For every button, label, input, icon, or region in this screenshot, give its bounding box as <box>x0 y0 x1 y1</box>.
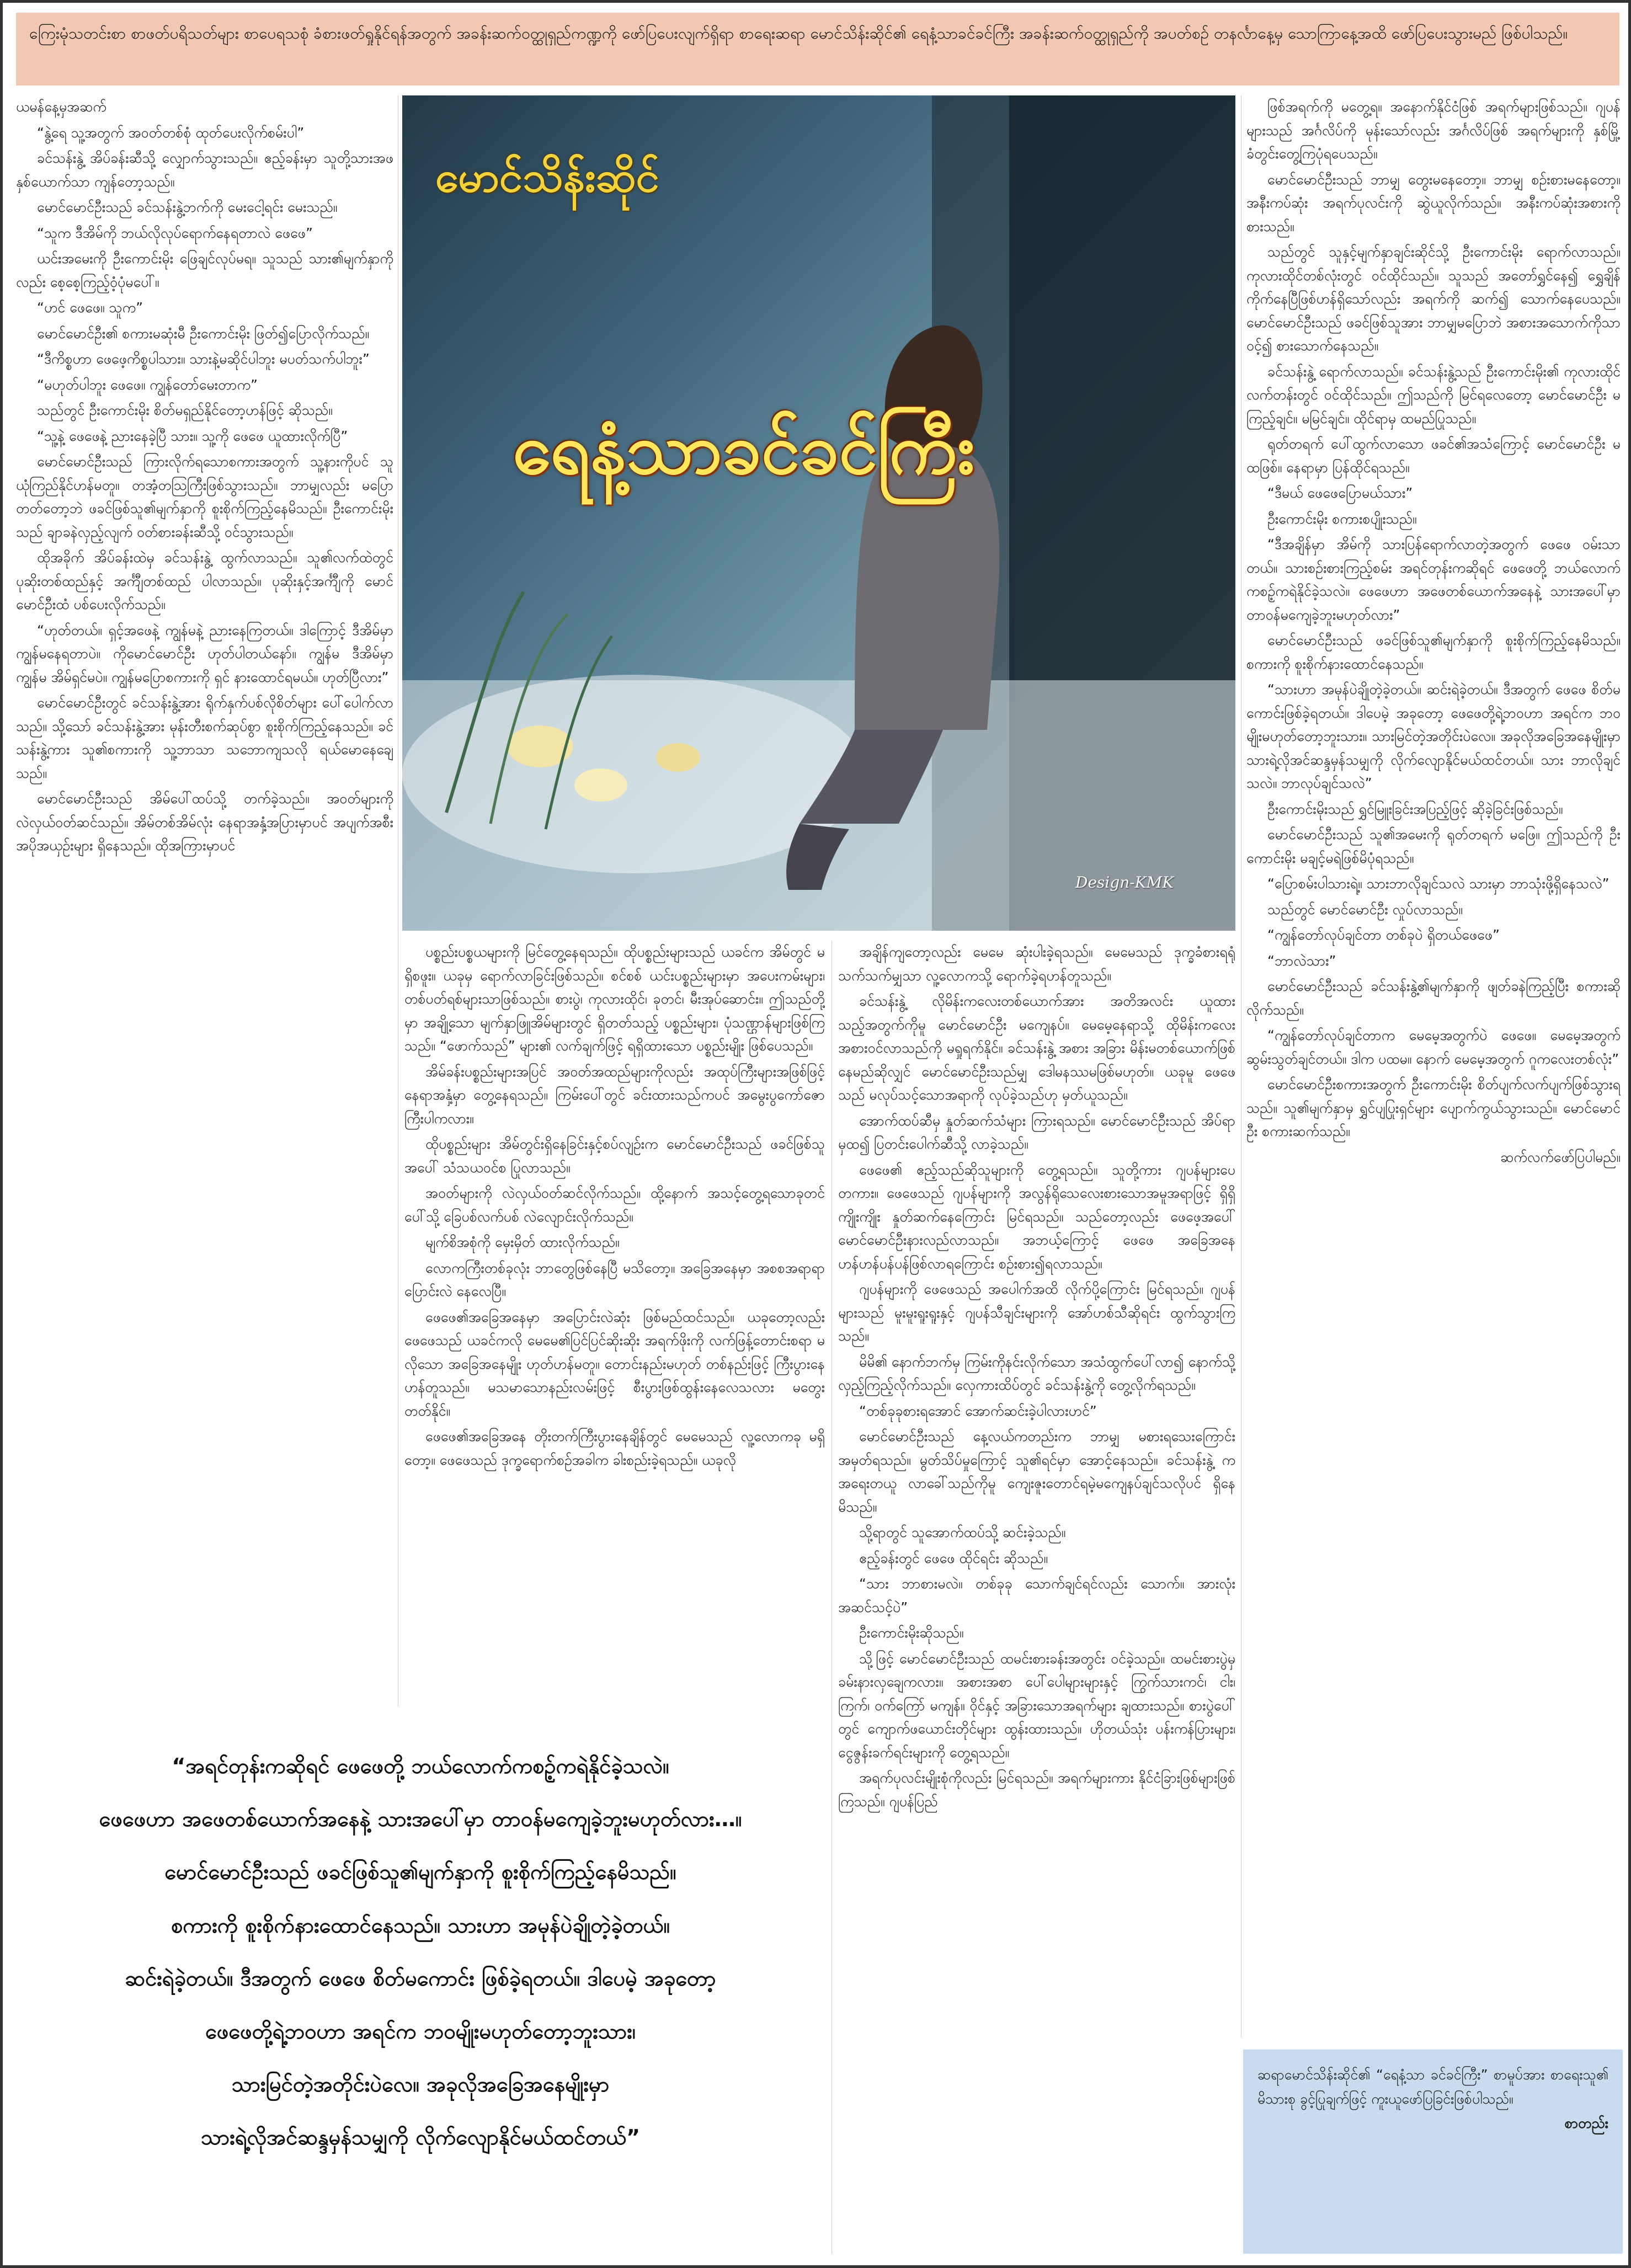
text-column-2 <box>404 941 825 1724</box>
window-scene-illustration <box>402 95 1235 931</box>
paragraph: ထိုပစ္စည်းများ အိမ်တွင်းရှိနေခြင်းနှင့်စပ်လျဉ်းက မောင်မောင်ဦးသည် ဖခင်ဖြစ်သူအပေါ် သံသယဝင်စ ပြုလာသည်။ <box>404 1136 825 1176</box>
notice-signature: စာတည်း <box>1564 2115 1608 2131</box>
paragraph: မောင်မောင်ဦးသည် ဖခင်ဖြစ်သူ၏မျက်နှာကို စူးစိုက်ကြည့်နေမိသည်။ စကားကို စူးစိုက်နားထောင်နေသည်။ <box>1246 632 1621 672</box>
paragraph: “သားဟာ အမုန်ပဲချိုတဲ့ခဲ့တယ်။ ဆင်းရဲခဲ့တယ်။ ဒီအတွက် ဖေဖေ စိတ်မကောင်းဖြစ်ခဲ့ရတယ်။ ဒါပေမဲ့ အခုတော့ ဖေဖေတို့ရဲ့ဘဝဟာ အရင်က ဘဝမျိုးမဟုတ်တော့ဘူးသား။ သားမြင်တဲ့အတိုင်းပဲလေ။ အခုလိုအခြေအနေမျိုးမှာ သားရဲ့လိုအင်ဆန္ဒမှန်သမျှကို လိုက်လျောနိုင်မယ်ထင်တယ်။ သား ဘာလိုချင်သလဲ။ ဘာလုပ်ချင်သလဲ” <box>1246 681 1621 791</box>
paragraph: ဖေဖေ၏အခြေအနေမှာ အပြောင်းလဲဆုံး ဖြစ်မည်ထင်သည်။ ယခုတော့လည်း ဖေဖေသည် ယခင်ကလို မေမေ၏ပြင်ပြင်ဆိုးဆိုး အရက်ဖိုးကို လက်ဖြန့်တောင်းစရာ မလိုသော အခြေအနေမျိုး ဟုတ်ဟန်မတူ။ တောင်းနည်းမဟုတ် တစ်နည်းဖြင့် ကြီးပွားနေဟန်တူသည်။ မသမာသောနည်းလမ်းဖြင့် စီးပွားဖြစ်ထွန်းနေလေသလား မတွေးတတ်နိုင်။ <box>404 1309 825 1419</box>
pull-quote-line: ဖေဖေတို့ရဲ့ဘဝဟာ အရင်က ဘဝမျိုးမဟုတ်တော့ဘူးသား၊ <box>205 2019 636 2043</box>
paragraph: မျက်စိအစုံကို မှေးမှိတ် ထားလိုက်သည်။ <box>425 1234 620 1250</box>
paragraph: ခင်သန်းနွဲ့ ရောက်လာသည်။ ခင်သန်းနွဲ့သည် ဦးကောင်းမိုး၏ ကုလားထိုင်လက်တန်းတွင် ဝင်ထိုင်သည်။ ဤသည်ကို မြင်ရလေတော့ မောင်မောင်ဦး မကြည့်ချင်။ မမြင်ချင်။ ထိုင်ရာမှ ထမည်ပြုသည်။ <box>1246 363 1621 426</box>
paragraph: မောင်မောင်ဦးသည် နေ့လယ်ကတည်းက ဘာမျှ မစားရသေးကြောင်း အမှတ်ရသည်။ မွတ်သိပ်မှုကြောင့် သူ၏ရင်မှာ အောင့်နေသည်။ ခင်သန်းနွဲ့ က အရေးတယူ လာခေါ်သည်ကိုမူ ကျေးဇူးတောင်ရမဲ့မကျေနပ်ချင်သလိုပင် ရှိနေမိသည်။ <box>838 1428 1235 1515</box>
pull-quote-line: စကားကို စူးစိုက်နားထောင်နေသည်။ သားဟာ အမုန်ပဲချိုတဲ့ခဲ့တယ်။ <box>171 1913 670 1938</box>
paragraph: “ကျွန်တော်လုပ်ချင်တာ တစ်ခုပဲ ရှိတယ်ဖေဖေ” <box>1267 927 1500 943</box>
story-title: ရေနံ့သာခင်ခင်ကြီး <box>513 408 975 489</box>
paragraph: လောကကြီးတစ်ခုလုံး ဘာတွေဖြစ်နေပြီ မသိတော့။ အခြေအနေမှာ အစစအရာရာ ပြောင်းလဲ နေလေပြီ။ <box>404 1260 825 1299</box>
paragraph: “ဘာလဲသား” <box>1267 952 1336 969</box>
paragraph: “မဟုတ်ပါဘူး ဖေဖေ။ ကျွန်တော်မေးတာက” <box>37 376 258 393</box>
pull-quote-line: ဖေဖေဟာ အဖေတစ်ယောက်အနေနဲ့ သားအပေါ်မှာ တာဝန်မကျေခဲ့ဘူးမဟုတ်လား…။ <box>99 1807 742 1832</box>
paragraph: မောင်မောင်ဦးသည် ဘာမျှ တွေးမနေတော့။ ဘာမျှ စဉ်းစားမနေတော့။ အနီးကပ်ဆုံး အရက်ပုလင်းကို ဆွဲယူလိုက်သည်။ အနီးကပ်ဆုံးအစားကို စားသည်။ <box>1246 171 1621 234</box>
paragraph: “ဟင် ဖေဖေ။ သူက” <box>37 300 143 316</box>
paragraph: ဖေဖေ၏ ဧည့်သည်ဆိုသူများကို တွေ့ရသည်။ သူတို့ကား ဂျပန်များပေတကား။ ဖေဖေသည် ဂျပန်များကို အလွန်ရိုသေလေးစားသောအမူအရာဖြင့် ရှိရှိကျိုးကျိုး နှုတ်ဆက်နေကြောင်း မြင်ရသည်။ သည်တော့လည်း ဖေဖေ့အပေါ် မောင်မောင်ဦးနားလည်လာသည်။ အဘယ့်ကြောင့် ဖေဖေ အခြေအနေဟန်ဟန်ပန်ပန်ဖြစ်လာရကြောင်း စဉ်းစား၍ရလာသည်။ <box>838 1161 1235 1272</box>
paragraph: “နွဲ့ရေ သူ့အတွက် အဝတ်တစ်စုံ ထုတ်ပေးလိုက်စမ်းပါ” <box>37 124 305 141</box>
paragraph: မောင်မောင်ဦးစကားအတွက် ဦးကောင်းမိုး စိတ်ပျက်လက်ပျက်ဖြစ်သွားရသည်။ သူ၏မျက်နှာမှ ရွှင်ပျပြုးရှင်များ ပျောက်ကွယ်သွားသည်။ မောင်မောင်ဦး စကားဆက်သည်။ <box>1246 1076 1621 1139</box>
pull-quote-line: မောင်မောင်ဦးသည် ဖခင်ဖြစ်သူ၏မျက်နှာကို စူးစိုက်ကြည့်နေမိသည်။ <box>164 1860 676 1885</box>
paragraph: ခင်သန်းနွဲ့ လိုမိန်းကလေးတစ်ယောက်အား အတိအလင်း ယူထားသည့်အတွက်ကိုမူ မောင်မောင်ဦး မကျေနပ်။ မေမေ့နေရာသို့ ထိုမိန်းကလေး အစားဝင်လာသည်ကို မရှုရက်နိုင်။ ခင်သန်းနွဲ့ အစား အခြား မိန်းမတစ်ယောက်ဖြစ်နေမည်ဆိုလျှင် မောင်မောင်ဦးသည်မျှ ဒေါမနဿမဖြစ်မဟုတ်။ ယခုမူ ဖေဖေသည် မလုပ်သင့်သောအရာကို လုပ်ခဲ့သည်ဟု မှတ်ယူသည်။ <box>838 993 1235 1103</box>
paragraph: အရက်ပုလင်းမျိုးစုံကိုလည်း မြင်ရသည်။ အရက်များကား နိုင်ငံခြားဖြစ်များဖြစ်ကြသည်။ ဂျပန်ပြည် <box>838 1770 1235 1810</box>
paragraph: အောက်ထပ်ဆီမှ နှုတ်ဆက်သံများ ကြားရသည်။ မောင်မောင်ဦးသည် အိပ်ရာမှထ၍ ပြတင်းပေါက်ဆီသို့ လာခဲ့သည်။ <box>838 1112 1235 1152</box>
paragraph: “သား ဘာစားမလဲ။ တစ်ခုခု သောက်ချင်ရင်လည်း သောက်။ အားလုံးအဆင်သင့်ပဲ” <box>838 1576 1235 1615</box>
paragraph: “ကျွန်တော်လုပ်ချင်တာက မေမေ့အတွက်ပဲ ဖေဖေ။ မေမေ့အတွက် ဆွမ်းသွတ်ချင်တယ်။ ဒါက ပထမ။ နောက် မေမေ့အတွက် ဂူကလေးတစ်လုံး” <box>1246 1027 1621 1067</box>
author-name: မောင်သိန်းဆိုင် <box>435 152 659 201</box>
pull-quote-line: ဆင်းရဲခဲ့တယ်။ ဒီအတွက် ဖေဖေ စိတ်မကောင်း ဖြစ်ခဲ့ရတယ်။ ဒါပေမဲ့ အခုတော့ <box>125 1966 716 1990</box>
paragraph: အဝတ်များကို လဲလှယ်ဝတ်ဆင်လိုက်သည်။ ထို့နောက် အသင့်တွေ့ရသောခုတင်ပေါ်သို့ ခြေပစ်လက်ပစ် လဲလျောင်းလိုက်သည်။ <box>404 1185 825 1225</box>
continued-note: ဆက်လက်ဖော်ပြပါမည်။ <box>1500 1149 1621 1165</box>
paragraph: ဂျပန်များကို ဖေဖေသည် အပေါက်အထိ လိုက်ပို့ကြောင်း မြင်ရသည်။ ဂျပန်များသည် မူးမူးရူးရူးနှင့် ဂျပန်သီချင်းများကို အော်ဟစ်သီဆိုရင်း ထွက်သွားကြသည်။ <box>838 1281 1235 1344</box>
paragraph: မောင်မောင်ဦး၏ စကားမဆုံးမီ ဦးကောင်းမိုး ဖြတ်၍ပြောလိုက်သည်။ <box>37 325 370 341</box>
paragraph: ပစ္စည်းပစ္စယများကို မြင်တွေ့နေရသည်။ ထိုပစ္စည်းများသည် ယခင်က အိမ်တွင် မရှိစဖူး။ ယခုမှ ရောက်လာခြင်းဖြစ်သည်။ စင်စစ် ယင်းပစ္စည်းများမှာ အပေးကမ်းများ၊ တစ်ပတ်ရစ်များသာဖြစ်သည်။ စားပွဲ၊ ကုလားထိုင်၊ ခုတင်၊ မီးအုပ်ဆောင်း။ ဤသည်တို့မှာ အချို့သော မျက်နှာဖြူအိမ်များတွင် ရှိတတ်သည့် ပစ္စည်းများ၊ ပုံသဏ္ဌာန်များဖြစ်ကြသည်။ “ဖောက်သည်” များ၏ လက်ချက်ဖြင့် ရရှိထားသော ပစ္စည်းမျိုး ဖြစ်ပေသည်။ <box>404 944 825 1054</box>
paragraph: သည်တွင် ဦးကောင်းမိုး စိတ်မရှည်နိုင်တော့ဟန်ဖြင့် ဆိုသည်။ <box>37 402 333 418</box>
paragraph: မောင်မောင်ဦးသည် ခင်သန်းနွဲ့ဘက်ကို မေးငေါ့ရင်း မေးသည်။ <box>37 199 338 215</box>
pull-quote <box>16 1724 825 2254</box>
paragraph: ဖေဖေ၏အခြေအနေ တိုးတက်ကြီးပွားနေချိန်တွင် မေမေသည် လူ့လောကခု မရှိတော့။ ဖေဖေသည် ဒုက္ခရောက်စဉ်အခါက ခါးစည်းခဲ့ရသည်။ ယခုလို <box>404 1428 825 1468</box>
text-column-4 <box>1246 95 1621 2032</box>
paragraph: မောင်မောင်ဦးသည် အိမ်ပေါ်ထပ်သို့ တက်ခဲ့သည်။ အဝတ်များကို လဲလှယ်ဝတ်ဆင်သည်။ အိမ်တစ်အိမ်လုံး နေရာအနှံ့အပြားမှာပင် အပျက်အစီး အပိုအယှဉ်းများ ရှိနေသည်။ ထိုအကြားမှာပင် <box>16 791 393 853</box>
paragraph: “ဒီကိစ္စဟာ ဖေဖေ့ကိစ္စပါသား။ သားနဲ့မဆိုင်ပါဘူး မပတ်သက်ပါဘူး” <box>37 351 370 367</box>
serial-intro-banner <box>16 13 1619 86</box>
paragraph: ယမန်နေ့မှအဆက် <box>16 99 106 115</box>
paragraph: ယင်းအမေးကို ဦးကောင်းမိုး ဖြေချင်လုပ်မရ။ သူသည် သား၏မျက်နှာကိုလည်း စေ့စေ့ကြည့်ဝံ့ပုံမပေါ်။ <box>16 250 393 290</box>
pull-quote-line: သားရဲ့လိုအင်ဆန္ဒမှန်သမျှကို လိုက်လျောနိုင်မယ်ထင်တယ်” <box>200 2125 641 2150</box>
paragraph: ဦးကောင်းမိုးသည် ရွှင်မြူးခြင်းအပြည့်ဖြင့် ဆိုခဲ့ခြင်းဖြစ်သည်။ <box>1267 801 1563 817</box>
story-title-image <box>402 95 1235 931</box>
paragraph: အိမ်ခန်းပစ္စည်းများအပြင် အဝတ်အထည်များကိုလည်း အထုပ်ကြီးများအဖြစ်ဖြင့် နေရာအနှံ့မှာ တွေ့နေရသည်။ ကြမ်းပေါ်တွင် ခင်းထားသည်ကပင် အမွေးပွကော်ဇောကြီးပါကလား။ <box>404 1063 825 1127</box>
paragraph: မောင်မောင်ဦးတွင် ခင်သန်းနွဲ့အား ရိုက်နှက်ပစ်လိုစိတ်များ ပေါ်ပေါက်လာသည်။ သို့သော် ခင်သန်းနွဲ့အား မုန်းတီးစက်ဆုပ်စွာ စူးစိုက်ကြည့်နေသည်။ ခင်သန်းနွဲ့ကား သူ၏စကားကို သူ့ဘာသာ သဘောကျသလို ရယ်မောနေချေသည်။ <box>16 695 393 781</box>
text-column-3 <box>838 941 1235 2254</box>
paragraph: ဖြစ်အရက်ကို မတွေ့ရ။ အနောက်နိုင်ငံဖြစ် အရက်များဖြစ်သည်။ ဂျပန်များသည် အင်္ဂလိပ်ကို မုန်းသော်လည်း အင်္ဂလိပ်ဖြစ် အရက်များကို နှစ်မြို့ခံတွင်းတွေ့ကြပုံရပေသည်။ <box>1246 99 1621 162</box>
paragraph: သည်တွင် သူနှင့်မျက်နှာချင်းဆိုင်သို့ ဦးကောင်းမိုး ရောက်လာသည်။ ကုလားထိုင်တစ်လုံးတွင် ဝင်ထိုင်သည်။ သူသည် အတော်ရွှင်နေ၍ ရွှေချိန်ကိုက်နေပြီဖြစ်ဟန်ရှိသော်လည်း အရက်ကို ဆက်၍ သောက်နေပေသည်။ မောင်မောင်ဦးသည် ဖခင်ဖြစ်သူအား ဘာမျှမပြောဘဲ အစားအသောက်ကိုသာ ဝင့်၍ စားသောက်နေသည်။ <box>1246 244 1621 354</box>
text-column-1 <box>16 95 393 1706</box>
paragraph: မောင်မောင်ဦးသည် သူ၏အမေးကို ရုတ်တရက် မဖြေ။ ဤသည်ကို ဦးကောင်းမိုး မချင့်မရဲဖြစ်မိပုံရသည်။ <box>1246 826 1621 866</box>
paragraph: “ပြောစမ်းပါသားရဲ့။ သားဘာလိုချင်သလဲ သားမှာ ဘာသုံးဖို့ရှိနေသလဲ” <box>1267 876 1609 892</box>
paragraph: ထိုအခိုက် အိပ်ခန်းထဲမှ ခင်သန်းနွဲ့ ထွက်လာသည်။ သူ၏လက်ထဲတွင် ပုဆိုးတစ်ထည်နှင့် အင်္ကျီတစ်ထည် ပါလာသည်။ ပုဆိုးနှင့်အင်္ကျီကို မောင်မောင်ဦးထံ ပစ်ပေးလိုက်သည်။ <box>16 549 393 612</box>
paragraph: သို့ဖြင့် မောင်မောင်ဦးသည် ထမင်းစားခန်းအတွင်း ဝင်ခဲ့သည်။ ထမင်းစားပွဲမှ ခမ်းနားလှချေကလား။ အစားအစာ ပေါ်ပေါများများနှင့် ကြွက်သားကင်၊ ငါး၊ ကြက်၊ ဝက်ကြော် မကျန်။ ဝိုင်နှင့် အခြားသောအရက်များ ချထားသည်။ စားပွဲပေါ်တွင် ကျောက်ဖယောင်းတိုင်များ ထွန်းထားသည်။ ဟိုတယ်သုံး ပန်းကန်ပြားများ၊ ငွေဇွန်းခက်ရင်းများကို တွေ့ရသည်။ <box>838 1650 1235 1760</box>
paragraph: ဦးကောင်းမိုးဆိုသည်။ <box>859 1625 964 1641</box>
paragraph: မောင်မောင်ဦးသည် ခင်သန်းနွဲ့၏မျက်နှာကို ဖျတ်ခနဲကြည့်ပြီး စကားဆိုလိုက်သည်။ <box>1246 978 1621 1018</box>
pull-quote-line: သားမြင်တဲ့အတိုင်းပဲလေ။ အခုလိုအခြေအနေမျိုးမှာ <box>231 2072 610 2097</box>
paragraph: သို့ရာတွင် သူအောက်ထပ်သို့ ဆင်းခဲ့သည်။ <box>859 1524 1066 1540</box>
paragraph: “တစ်ခုခုစားရအောင် အောက်ဆင်းခဲ့ပါလားဟင်” <box>859 1402 1097 1419</box>
paragraph: သည်တွင် မောင်မောင်ဦး လှုပ်လာသည်။ <box>1267 901 1463 917</box>
serial-intro-text: ကြေးမုံသတင်းစာ စာဖတ်ပရိသတ်များ စာပေရသစုံ ခံစားဖတ်ရှုနိုင်ရန်အတွက် အခန်းဆက်ဝတ္ထုရှည်ကဏ္ဍကို ဖော်ပြပေးလျက်ရှိရာ စာရေးဆရာ မောင်သိန်းဆိုင်၏ ရေနံ့သာခင်ခင်ကြီး အခန်းဆက်ဝတ္ထုရှည်ကို အပတ်စဉ် တနင်္လာနေ့မှ သောကြာနေ့အထိ ဖော်ပြပေးသွားမည် ဖြစ်ပါသည်။ <box>29 24 1568 42</box>
paragraph: ဦးကောင်းမိုး စကားစပျိုးသည်။ <box>1267 510 1417 527</box>
notice-text: ဆရာမောင်သိန်းဆိုင်၏ “ရေနံ့သာ ခင်ခင်ကြီး” စာမူပ်အား စာရေးသူ၏ မိသားစု ခွင့်ပြုချက်ဖြင့် ကူးယူဖော်ပြခြင်းဖြစ်ပါသည်။ <box>1257 2067 1608 2107</box>
design-credit: Design-KMK <box>1075 873 1174 892</box>
paragraph: “ဟုတ်တယ်။ ရှင့်အဖေနဲ့ ကျွန်မနဲ့ ညားနေကြတယ်။ ဒါကြောင့် ဒီအိမ်မှာ ကျွန်မနေရတာပဲ။ ကိုမောင်မောင်ဦး ဟုတ်ပါတယ်နော်။ ကျွန်မ ဒီအိမ်မှာ ကျွန်မ အိမ်ရှင်မပဲ။ ကျွန်မပြောစကားကို ရှင် နားထောင်ရမယ်။ ဟုတ်ပြီလား” <box>16 622 393 685</box>
pull-quote-line: “အရင်တုန်းကဆိုရင် ဖေဖေတို့ ဘယ်လောက်ကစဉ့်ကရဲနိုင်ခဲ့သလဲ။ <box>172 1754 669 1778</box>
paragraph: မိမိ၏ နောက်ဘက်မှ ကြမ်းကိုနင်းလိုက်သော အသံထွက်ပေါ်လာ၍ နောက်သို့ လှည့်ကြည့်လိုက်သည်။ လှေကားထိပ်တွင် ခင်သန်းနွဲ့ကို တွေ့လိုက်ရသည်။ <box>838 1353 1235 1393</box>
paragraph: “ဒီအချိန်မှာ အိမ်ကို သားပြန်ရောက်လာတဲ့အတွက် ဖေဖေ ဝမ်းသာတယ်။ သားစဉ်းစားကြည့်စမ်း အရင်တုန်းကဆိုရင် ဖေဖေတို့ ဘယ်လောက် ကစဉ့်ကရဲနိုင်ခဲ့သလဲ။ ဖေဖေဟာ အဖေတစ်ယောက်အနေနဲ့ သားအပေါ်မှာ တာဝန်မကျေခဲ့ဘူးမဟုတ်လား” <box>1246 536 1621 623</box>
paragraph: ဧည့်ခန်းတွင် ဖေဖေ ထိုင်ရင်း ဆိုသည်။ <box>859 1550 1048 1566</box>
paragraph: “သူ့နဲ့ ဖေဖေနဲ့ ညားနေခဲ့ပြီ သား။ သူ့ကို ဖေဖေ ယူထားလိုက်ပြီ” <box>37 428 348 444</box>
permission-notice <box>1243 2050 1623 2254</box>
paragraph: “ဒီမယ် ဖေဖေပြောမယ်သား” <box>1267 485 1413 501</box>
paragraph: “သူက ဒီအိမ်ကို ဘယ်လိုလုပ်ရောက်နေရတာလဲ ဖေဖေ” <box>37 225 313 241</box>
paragraph: မောင်မောင်ဦးသည် ကြားလိုက်ရသောစကားအတွက် သူ့နားကိုပင် သူ ယုံကြည်နိုင်ဟန်မတူ။ တအံ့တသြကြီးဖြစ်သွားသည်။ ဘာမျှလည်း မပြောတတ်တော့ဘဲ ဖခင်ဖြစ်သူ၏မျက်နှာကို စူးစိုက်ကြည့်နေမိသည်။ ဦးကောင်းမိုးသည် ချာခနဲလှည့်လျက် ဝတ်စားခန်းဆီသို့ ဝင်သွားသည်။ <box>16 453 393 540</box>
paragraph: အချိန်ကျတော့လည်း မေမေ ဆုံးပါးခဲ့ရသည်။ မေမေသည် ဒုက္ခခံစားရရုံသက်သက်မျှသာ လူ့လောကသို့ ရောက်ခဲ့ရဟန်တူသည်။ <box>838 944 1235 984</box>
paragraph: ရုတ်တရက် ပေါ်ထွက်လာသော ဖခင်၏အသံကြောင့် မောင်မောင်ဦး မထဖြစ်။ နေရာမှာ ပြန်ထိုင်ရသည်။ <box>1246 436 1621 476</box>
paragraph: ခင်သန်းနွဲ့ အိပ်ခန်းဆီသို့ လျှောက်သွားသည်။ ဧည့်ခန်းမှာ သူတို့သားအဖနှစ်ယောက်သာ ကျန်တော့သည်။ <box>16 150 393 190</box>
